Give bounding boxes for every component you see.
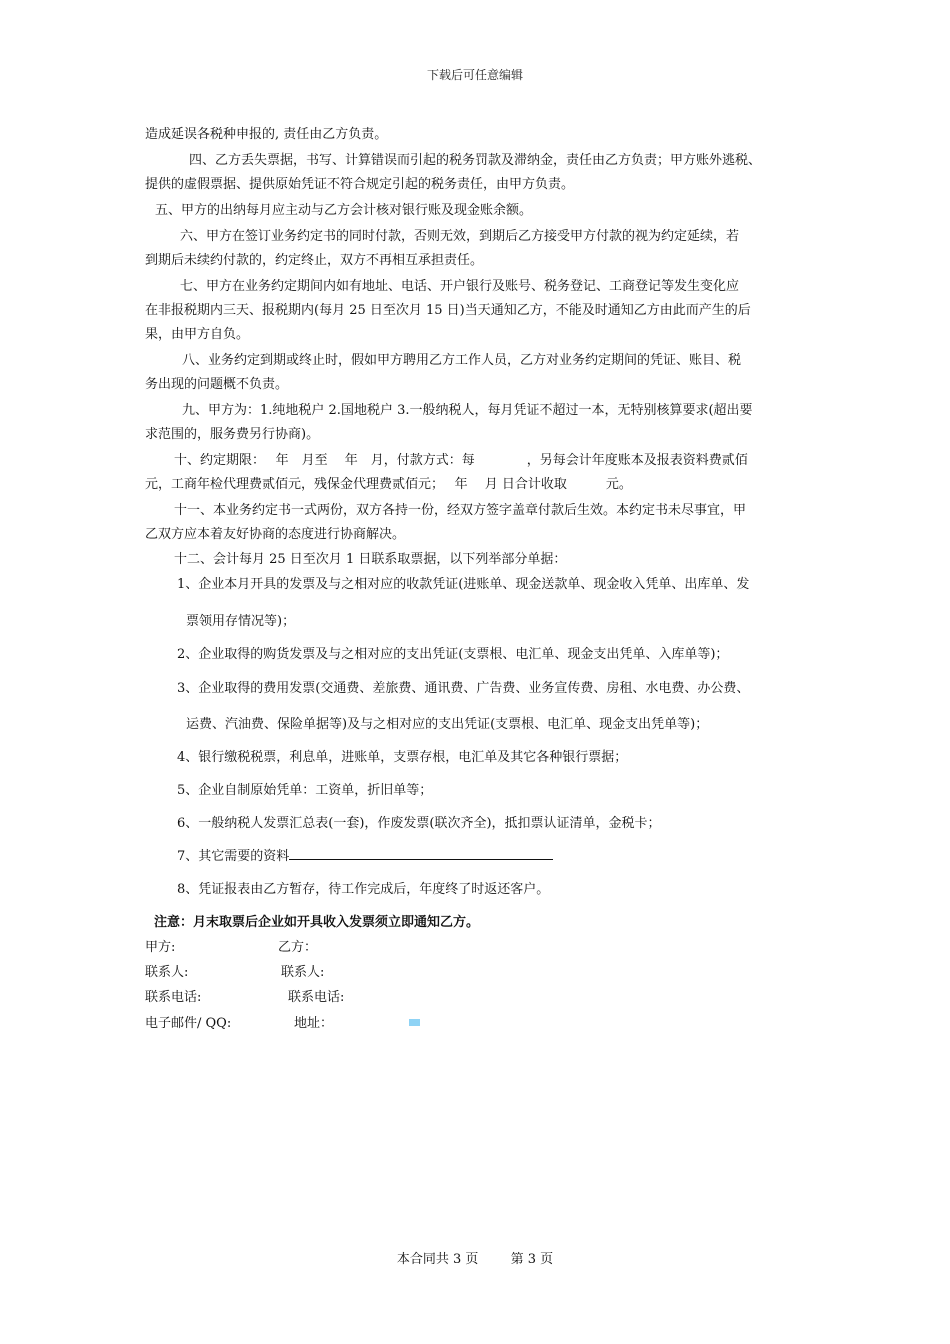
clause-8-line1: 八、业务约定到期或终止时，假如甲方聘用乙方工作人员，乙方对业务约定期间的凭证、账目、税 [182, 353, 742, 368]
clause-9-line1: 九、甲方为：1.纯地税户 2.国地税户 3.一般纳税人，每月凭证不超过一本，无特别核算要求(超出要 [182, 403, 753, 418]
list-item-8: 8、凭证报表由乙方暂存，待工作完成后，年度终了时返还客户。 [177, 882, 550, 897]
email-a-label: 电子邮件/ QQ: [145, 1016, 232, 1031]
clause-9-line2: 求范围的，服务费另行协商)。 [145, 427, 320, 442]
paragraph-line: 造成延误各税种申报的, 责任由乙方负责。 [145, 127, 388, 142]
list-item-3-line1: 3、企业取得的费用发票(交通费、差旅费、通讯费、广告费、业务宣传费、房租、水电费、办公费、 [177, 681, 750, 696]
list-item-6: 6、一般纳税人发票汇总表(一套)，作废发票(联次齐全)，抵扣票认证清单，金税卡； [177, 816, 661, 831]
clause-5: 五、甲方的出纳每月应主动与乙方会计核对银行账及现金账余额。 [155, 203, 533, 218]
page-header: 下载后可任意编辑 [426, 68, 523, 82]
page-footer [0, 1248, 950, 1267]
total-pages: 本合同共 3 页 [396, 1252, 479, 1267]
clause-6-line2: 到期后未续约付款的，约定终止，双方不再相互承担责任。 [145, 253, 484, 268]
list-item-2: 2、企业取得的购货发票及与之相对应的支出凭证(支票根、电汇单、现金支出凭单、入库单等)； [177, 647, 729, 662]
phone-a-label: 联系电话: [145, 990, 202, 1005]
contact-a-label: 联系人: [145, 965, 189, 980]
clause-7-line1: 七、甲方在业务约定期间内如有地址、电话、开户银行及账号、税务登记、工商登记等发生变化应 [180, 279, 740, 294]
current-page: 第 3 页 [510, 1252, 554, 1267]
clause-4-line2: 提供的虚假票据、提供原始凭证不符合规定引起的税务责任，由甲方负责。 [145, 177, 575, 192]
address-b-label: 地址： [294, 1016, 334, 1031]
list-item-7 [177, 845, 842, 869]
party-b-label: 乙方： [278, 940, 318, 955]
highlight-mark [409, 1019, 420, 1026]
fill-in-blank [289, 847, 553, 860]
clause-6-line1: 六、甲方在签订业务约定书的同时付款，否则无效，到期后乙方接受甲方付款的视为约定延续，若 [180, 229, 740, 244]
clause-10-line1: 十、约定期限： 年 月至 年 月，付款方式：每 ，另每会计年度账本及报表资料费贰佰 [174, 453, 748, 468]
clause-12: 十二、会计每月 25 日至次月 1 日联系取票据，以下列举部分单据： [174, 552, 567, 567]
phone-b-label: 联系电话: [288, 990, 345, 1005]
clause-7-line3: 果，由甲方自负。 [145, 327, 250, 342]
clause-10-line2: 元，工商年检代理费贰佰元，残保金代理费贰佰元； 年 月 日合计收取 元。 [145, 477, 632, 492]
list-item-4: 4、银行缴税税票，利息单，进账单，支票存根，电汇单及其它各种银行票据； [177, 750, 628, 765]
clause-4-line1: 四、乙方丢失票据，书写、计算错误而引起的税务罚款及滞纳金，责任由乙方负责；甲方账外逃税、 [189, 153, 762, 168]
list-item-3-line2: 运费、汽油费、保险单据等)及与之相对应的支出凭证(支票根、电汇单、现金支出凭单等)； [186, 717, 709, 732]
clause-7-line2: 在非报税期内三天、报税期内(每月 25 日至次月 15 日)当天通知乙方，不能及时通知乙方由此而产生的后 [145, 303, 751, 318]
list-item-1-line1: 1、企业本月开具的发票及与之相对应的收款凭证(进账单、现金送款单、现金收入凭单、出库单、发 [177, 577, 750, 592]
list-item-5: 5、企业自制原始凭单：工资单，折旧单等； [177, 783, 433, 798]
contact-b-label: 联系人: [281, 965, 325, 980]
clause-8-line2: 务出现的问题概不负责。 [145, 377, 289, 392]
list-item-7-label: 7、其它需要的资料 [177, 849, 290, 864]
party-a-label: 甲方: [145, 940, 176, 955]
list-item-1-line2: 票领用存情况等)； [186, 614, 296, 629]
clause-11-line2: 乙双方应本着友好协商的态度进行协商解决。 [145, 527, 406, 542]
clause-11-line1: 十一、本业务约定书一式两份，双方各持一份，经双方签字盖章付款后生效。本约定书未尽事宜，甲 [174, 503, 747, 518]
note-text: 注意：月末取票后企业如开具收入发票须立即通知乙方。 [154, 915, 480, 930]
